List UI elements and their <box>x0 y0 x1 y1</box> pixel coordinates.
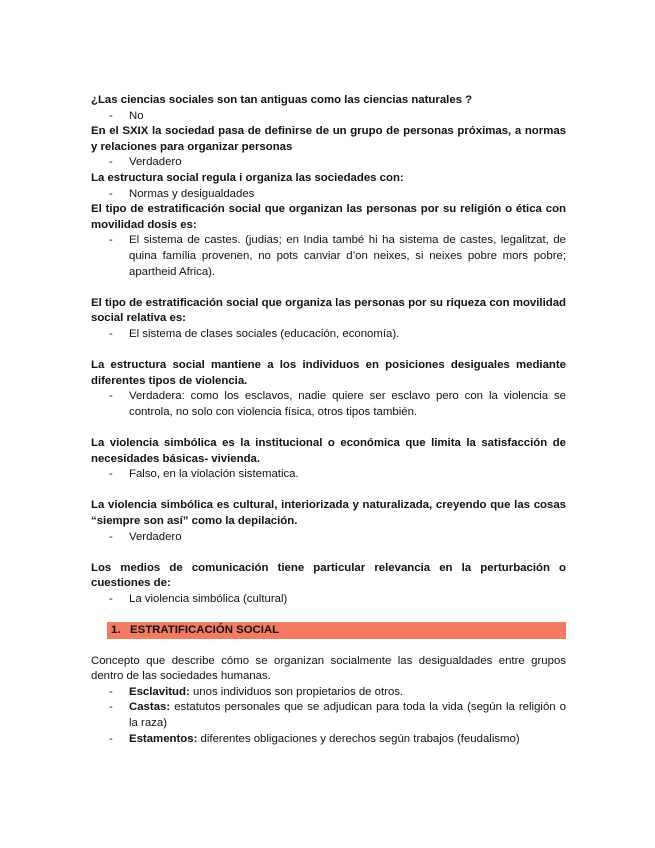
answer-3: - Normas y desigualdades <box>91 187 566 203</box>
definition-term: Esclavitud: <box>129 685 190 698</box>
section-title: ESTRATIFICACIÓN SOCIAL <box>130 623 280 636</box>
question-9: Los medios de comunicación tiene particular relevancia en la perturbación o cuestiones de: <box>91 561 566 590</box>
answer-9: - La violencia simbólica (cultural) <box>91 592 566 608</box>
definition-text: diferentes obligaciones y derechos según trabajos (feudalismo) <box>197 732 520 745</box>
definition-text: unos individuos son propietarios de otros. <box>189 685 404 698</box>
question-1: ¿Las ciencias sociales son tan antiguas como las ciencias naturales ? <box>91 94 473 106</box>
answer-1: - No <box>91 109 566 125</box>
answer-list-6 <box>91 389 566 420</box>
answer-list-9 <box>91 592 566 608</box>
answer-list-4 <box>91 233 566 280</box>
answer-4: - El sistema de castes. (judias; en India també hi ha sistema de castes, legalitzat, de quina família provenen, no pots canviar d’on neixes, si neixes pobre mors pobre; apartheid Africa). <box>91 233 566 280</box>
question-5: El tipo de estratificación social que organiza las personas por su riqueza con movilidad social relativa es: <box>91 296 566 325</box>
definition-list <box>91 685 566 747</box>
question-4: El tipo de estratificación social que organizan las personas por su religión o ética con movilidad dosis es: <box>91 203 566 231</box>
question-7: La violencia simbólica es la institucional o económica que limita la satisfacción de necesidades básicas- vivienda. <box>91 437 566 465</box>
answer-2: - Verdadero <box>91 155 566 171</box>
answer-8: - Verdadero <box>91 530 566 546</box>
question-8: La violencia simbólica es cultural, interiorizada y naturalizada, creyendo que las cosas “siempre son así” como la depilación. <box>91 499 566 528</box>
answer-5: - El sistema de clases sociales (educación, economía). <box>91 327 566 343</box>
definition-term: Castas: <box>129 701 171 714</box>
question-2: En el SXIX la sociedad pasa de definirse de un grupo de personas próximas, a normas y relaciones para organizar personas <box>91 125 566 153</box>
answer-list-7 <box>91 467 566 483</box>
answer-7: - Falso, en la violación sistematica. <box>91 467 566 483</box>
answer-list-3 <box>91 187 566 203</box>
answer-list-2 <box>91 155 566 171</box>
answer-list-1 <box>91 109 566 125</box>
definition-text: estatutos personales que se adjudican para toda la vida (según la religión o la raza) <box>129 701 566 729</box>
definition-term: Estamentos: <box>129 732 198 745</box>
definition-item <box>91 732 566 748</box>
definition-item <box>91 700 566 731</box>
definition-item <box>91 685 566 701</box>
question-3: La estructura social regula i organiza las sociedades con: <box>91 171 404 184</box>
section-number: 1. <box>111 623 121 636</box>
answer-list-5 <box>91 327 566 343</box>
answer-list-8 <box>91 530 566 546</box>
question-6: La estructura social mantiene a los individuos en posiciones desiguales mediante diferentes tipos de violencia. <box>91 359 566 387</box>
answer-6: - Verdadera: como los esclavos, nadie quiere ser esclavo pero con la violencia se controla, no solo con violencia física, otros tipos también. <box>91 389 566 420</box>
intro-paragraph: Concepto que describe cómo se organizan socialmente las desigualdades entre grupos dentro de las sociedades humanas. <box>91 654 566 683</box>
section-heading <box>107 622 566 639</box>
